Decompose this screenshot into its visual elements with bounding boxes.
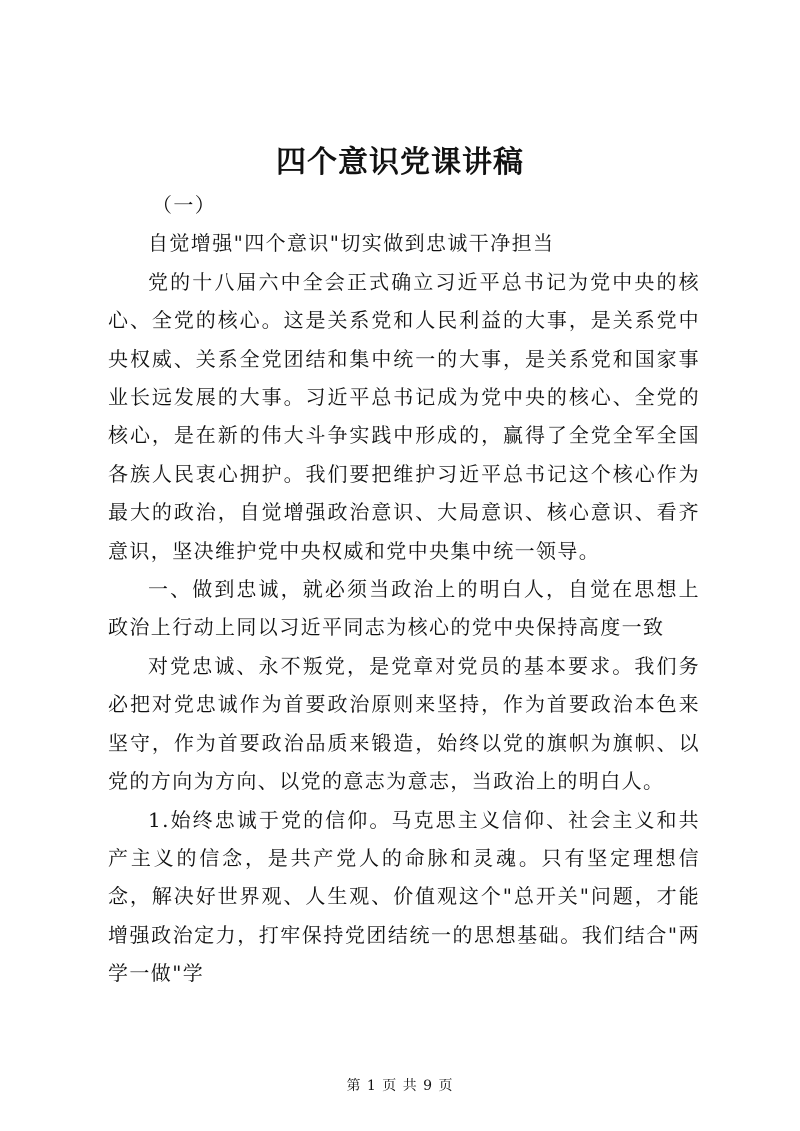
body-paragraph: 党的十八届六中全会正式确立习近平总书记为党中央的核心、全党的核心。这是关系党和人民利益的大事，是关系党中央权威、关系全党团结和集中统一的大事，是关系党和国家事业长远发展的大事。习近平总书记成为党中央的核心、全党的核心，是在新的伟大斗争实践中形成的，赢得了全党全军全国各族人民衷心拥护。我们要把维护习近平总书记这个核心作为最大的政治，自觉增强政治意识、大局意识、核心意识、看齐意识，坚决维护党中央权威和党中央集中统一领导。 — [108, 269, 700, 563]
section-number: （一） — [152, 193, 217, 217]
document-body — [108, 186, 700, 993]
section-heading: 一、做到忠诚，就必须当政治上的明白人，自觉在思想上政治上行动上同以习近平同志为核心的党中央保持高度一致 — [108, 577, 700, 640]
body-paragraph: 对党忠诚、永不叛党，是党章对党员的基本要求。我们务必把对党忠诚作为首要政治原则来坚持，作为首要政治本色来坚守，作为首要政治品质来锻造，始终以党的旗帜为旗帜、以党的方向为方向、以党的意志为意志，当政治上的明白人。 — [108, 653, 700, 794]
page-title: 四个意识党课讲稿 — [276, 145, 524, 180]
subtitle: 自觉增强"四个意识"切实做到忠诚干净担当 — [148, 231, 555, 256]
page-footer: 第 1 页 共 9 页 — [346, 1078, 454, 1094]
body-paragraph: 1.始终忠诚于党的信仰。马克思主义信仰、社会主义和共产主义的信念，是共产党人的命脉和灵魂。只有坚定理想信念，解决好世界观、人生观、价值观这个"总开关"问题，才能增强政治定力，打牢保持党团结统一的思想基础。我们结合"两学一做"学 — [108, 807, 700, 986]
